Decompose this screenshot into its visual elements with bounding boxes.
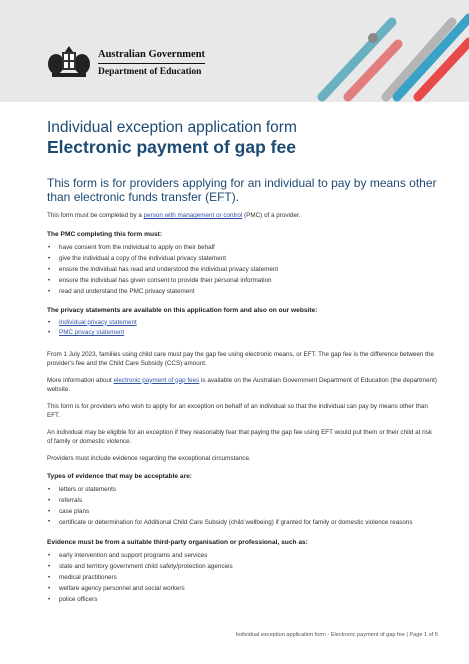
government-name: Australian Government xyxy=(98,49,205,64)
list-item: • read and understand the PMC privacy statement xyxy=(47,286,437,297)
list-item: • state and territory government child safety/protection agencies xyxy=(47,561,437,572)
third-party-list xyxy=(47,550,437,605)
government-logo xyxy=(46,46,205,80)
pmc-definition-link[interactable]: person with management or control xyxy=(143,212,243,219)
list-item: • certificate or determination for Additional Child Care Subsidy (child wellbeing) if granted for family or domestic violence reasons xyxy=(47,517,437,529)
pmc-heading: The PMC completing this form must: xyxy=(47,230,163,238)
page-header xyxy=(0,0,469,102)
gap-fee-paragraph: From 1 July 2023, families using child care must pay the gap fee using electronic means, or EFT. The gap fee is the difference between the provider's fee and the Child Care Subsidy (CCS) amount. xyxy=(47,350,434,367)
list-item: • ensure the individual has read and understood the individual privacy statement xyxy=(47,264,437,275)
evidence-heading: Types of evidence that may be acceptable are: xyxy=(47,473,192,480)
evidence-paragraph: Providers must include evidence regarding the exceptional circumstance. xyxy=(47,454,251,462)
eligibility-paragraph: An individual may be eligible for an exception if they reasonably fear that paying the gap fee using EFT would put them or their child at risk of family or domestic violence. xyxy=(47,428,432,445)
more-info-paragraph xyxy=(47,376,437,395)
list-item: • early intervention and support programs and services xyxy=(47,550,437,561)
list-item: • ensure the individual has given consent to provide their personal information xyxy=(47,275,437,286)
form-title: Individual exception application form xyxy=(47,119,297,136)
list-item: • have consent from the individual to apply on their behalf xyxy=(47,242,437,253)
providers-paragraph: This form is for providers who wish to apply for an exception on behalf of an individual so that the individual can pay by means other than EFT. xyxy=(47,402,428,419)
list-item: • welfare agency personnel and social workers xyxy=(47,583,437,594)
more-info-text-end: is available on the Australian Government Department of Education (the department) website. xyxy=(47,376,437,393)
privacy-links-list xyxy=(47,318,437,339)
list-item: • referrals xyxy=(47,495,437,506)
list-item: • letters or statements xyxy=(47,484,437,495)
completed-by-text-end: (PMC) of a provider. xyxy=(242,212,301,219)
list-item xyxy=(47,318,437,329)
intro-paragraph: This form is for providers applying for an individual to pay by means other than electronic funds transfer (EFT). xyxy=(47,176,437,204)
pmc-requirements-list xyxy=(47,242,437,297)
privacy-heading: The privacy statements are available on this application form and also on our website: xyxy=(47,306,318,314)
third-party-heading: Evidence must be from a suitable third-party organisation or professional, such as: xyxy=(47,538,308,546)
list-item: • medical practitioners xyxy=(47,572,437,583)
list-item: • give the individual a copy of the individual privacy statement xyxy=(47,253,437,264)
department-name: Department of Education xyxy=(98,66,202,77)
completed-by-paragraph xyxy=(47,211,437,221)
pmc-privacy-link[interactable]: PMC privacy statement xyxy=(59,329,125,336)
more-info-text: More information about xyxy=(47,376,114,384)
list-item: • police officers xyxy=(47,594,437,605)
coat-of-arms-icon xyxy=(46,46,92,80)
individual-privacy-link[interactable]: Individual privacy statement xyxy=(59,318,137,326)
page-footer: Individual exception application form - Electronic payment of gap fee | Page 1 of 5 xyxy=(235,632,438,638)
evidence-types-list xyxy=(47,484,437,529)
list-item xyxy=(47,328,437,339)
list-item: • case plans xyxy=(47,506,437,517)
completed-by-text: This form must be completed by a xyxy=(47,212,144,219)
gap-fee-info-link[interactable]: electronic payment of gap fees xyxy=(113,376,200,384)
form-subtitle: Electronic payment of gap fee xyxy=(47,137,296,157)
form-content xyxy=(47,119,437,605)
